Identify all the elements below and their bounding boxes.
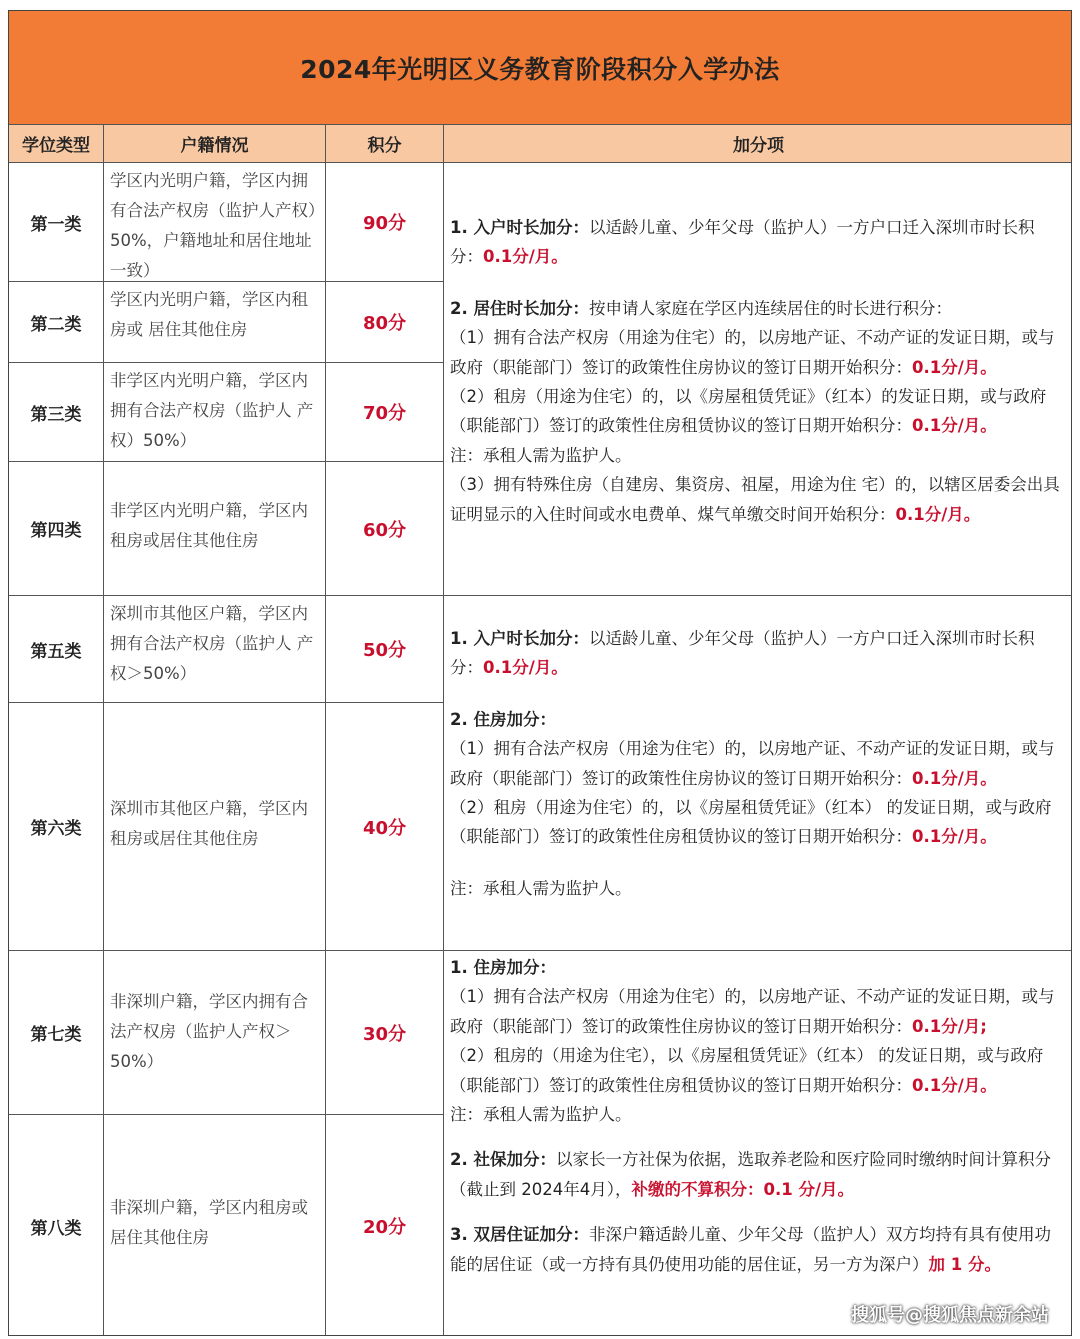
row-type: 第六类 <box>9 703 104 951</box>
bonus-c-note: 注：承租人需为监护人。 <box>450 1105 632 1125</box>
row-score: 90分 <box>326 163 444 282</box>
bonus-a-note: 注：承租人需为监护人。 <box>450 445 632 465</box>
bonus-c-item-1-2: （2）租房的（用途为住宅），以《房屋租赁凭证》（红本） 的发证日期，或与政府（职能部门）签订的政策性住房租赁协议的签订日期开始积分：0.1分/月。 <box>450 1046 1044 1095</box>
row-type: 第三类 <box>9 363 104 462</box>
bonus-b-item-2-2: （2）租房（用途为住宅）的，以《房屋租赁凭证》（红本） 的发证日期，或与政府（职能部门）签订的政策性住房租赁协议的签订日期开始积分：0.1分/月。 <box>450 798 1052 847</box>
row-score: 40分 <box>326 703 444 951</box>
bonus-block-b <box>444 596 1072 951</box>
header-bonus: 加分项 <box>444 125 1072 163</box>
bonus-a-item-2: 2. 居住时长加分：按申请人家庭在学区内连续居住的时长进行积分： <box>450 298 952 318</box>
bonus-a-item-2-1: （1）拥有合法产权房（用途为住宅）的，以房地产证、不动产证的发证日期，或与政府（职能部门）签订的政策性住房协议的签订日期开始积分：0.1分/月。 <box>450 328 1055 377</box>
bonus-b-item-2-1: （1）拥有合法产权房（用途为住宅）的，以房地产证、不动产证的发证日期，或与政府（职能部门）签订的政策性住房协议的签订日期开始积分：0.1分/月。 <box>450 739 1055 788</box>
row-score: 80分 <box>326 282 444 363</box>
row-hukou: 非深圳户籍，学区内租房或居住其他住房 <box>104 1115 326 1336</box>
bonus-block-c <box>444 951 1072 1336</box>
row-type: 第四类 <box>9 462 104 596</box>
row-type: 第七类 <box>9 951 104 1115</box>
row-hukou: 深圳市其他区户籍，学区内拥有合法产权房（监护人 产权＞50%） <box>104 596 326 703</box>
watermark: 搜狐号@搜狐焦点新余站 <box>851 1305 1049 1326</box>
admission-table <box>8 10 1072 1336</box>
row-hukou: 学区内光明户籍，学区内租房或 居住其他住房 <box>104 282 326 363</box>
row-score: 50分 <box>326 596 444 703</box>
bonus-b-item-2: 2. 住房加分： <box>450 709 556 729</box>
row-hukou: 非学区内光明户籍，学区内租房或居住其他住房 <box>104 462 326 596</box>
row-type: 第二类 <box>9 282 104 363</box>
header-score: 积分 <box>326 125 444 163</box>
bonus-b-note: 注：承租人需为监护人。 <box>450 878 632 898</box>
row-hukou: 非深圳户籍，学区内拥有合法产权房（监护人产权＞50%） <box>104 951 326 1115</box>
bonus-a-item-1: 1. 入户时长加分：以适龄儿童、少年父母（监护人）一方户口迁入深圳市时长积分：0.1分/月。 <box>450 218 1035 267</box>
row-type: 第八类 <box>9 1115 104 1336</box>
header-hukou: 户籍情况 <box>104 125 326 163</box>
bonus-a-item-2-3: （3）拥有特殊住房（自建房、集资房、祖屋，用途为住 宅）的，以辖区居委会出具证明显示的入住时间或水电费单、煤气单缴交时间开始积分：0.1分/月。 <box>450 475 1060 524</box>
bonus-a-item-2-2: （2）租房（用途为住宅）的，以《房屋租赁凭证》（红本）的发证日期，或与政府（职能部门）签订的政策性住房租赁协议的签订日期开始积分：0.1分/月。 <box>450 387 1047 436</box>
row-hukou: 学区内光明户籍，学区内拥有合法产权房（监护人产权）50%，户籍地址和居住地址一致） <box>104 163 326 282</box>
row-score: 60分 <box>326 462 444 596</box>
bonus-c-item-2: 2. 社保加分：以家长一方社保为依据，选取养老险和医疗险同时缴纳时间计算积分（截止到 2024年4月），补缴的不算积分：0.1 分/月。 <box>450 1150 1051 1199</box>
bonus-b-item-1: 1. 入户时长加分：以适龄儿童、少年父母（监护人）一方户口迁入深圳市时长积分：0.1分/月。 <box>450 629 1035 678</box>
bonus-c-item-3: 3. 双居住证加分：非深户籍适龄儿童、少年父母（监护人）双方均持有具有使用功能的居住证（或一方持有具仍使用功能的居住证，另一方为深户）加 1 分。 <box>450 1225 1051 1274</box>
row-type: 第一类 <box>9 163 104 282</box>
row-score: 20分 <box>326 1115 444 1336</box>
bonus-c-item-1: 1. 住房加分： <box>450 958 556 977</box>
bonus-block-a <box>444 163 1072 596</box>
page-title: 2024年光明区义务教育阶段积分入学办法 <box>300 54 780 84</box>
row-hukou: 深圳市其他区户籍，学区内租房或居住其他住房 <box>104 703 326 951</box>
table-title-bar <box>9 11 1071 125</box>
row-score: 30分 <box>326 951 444 1115</box>
row-score: 70分 <box>326 363 444 462</box>
bonus-c-item-1-1: （1）拥有合法产权房（用途为住宅）的，以房地产证、不动产证的发证日期，或与政府（职能部门）签订的政策性住房协议的签订日期开始积分：0.1分/月; <box>450 987 1055 1036</box>
row-type: 第五类 <box>9 596 104 703</box>
row-hukou: 非学区内光明户籍，学区内拥有合法产权房（监护人 产权）50%） <box>104 363 326 462</box>
header-type: 学位类型 <box>9 125 104 163</box>
